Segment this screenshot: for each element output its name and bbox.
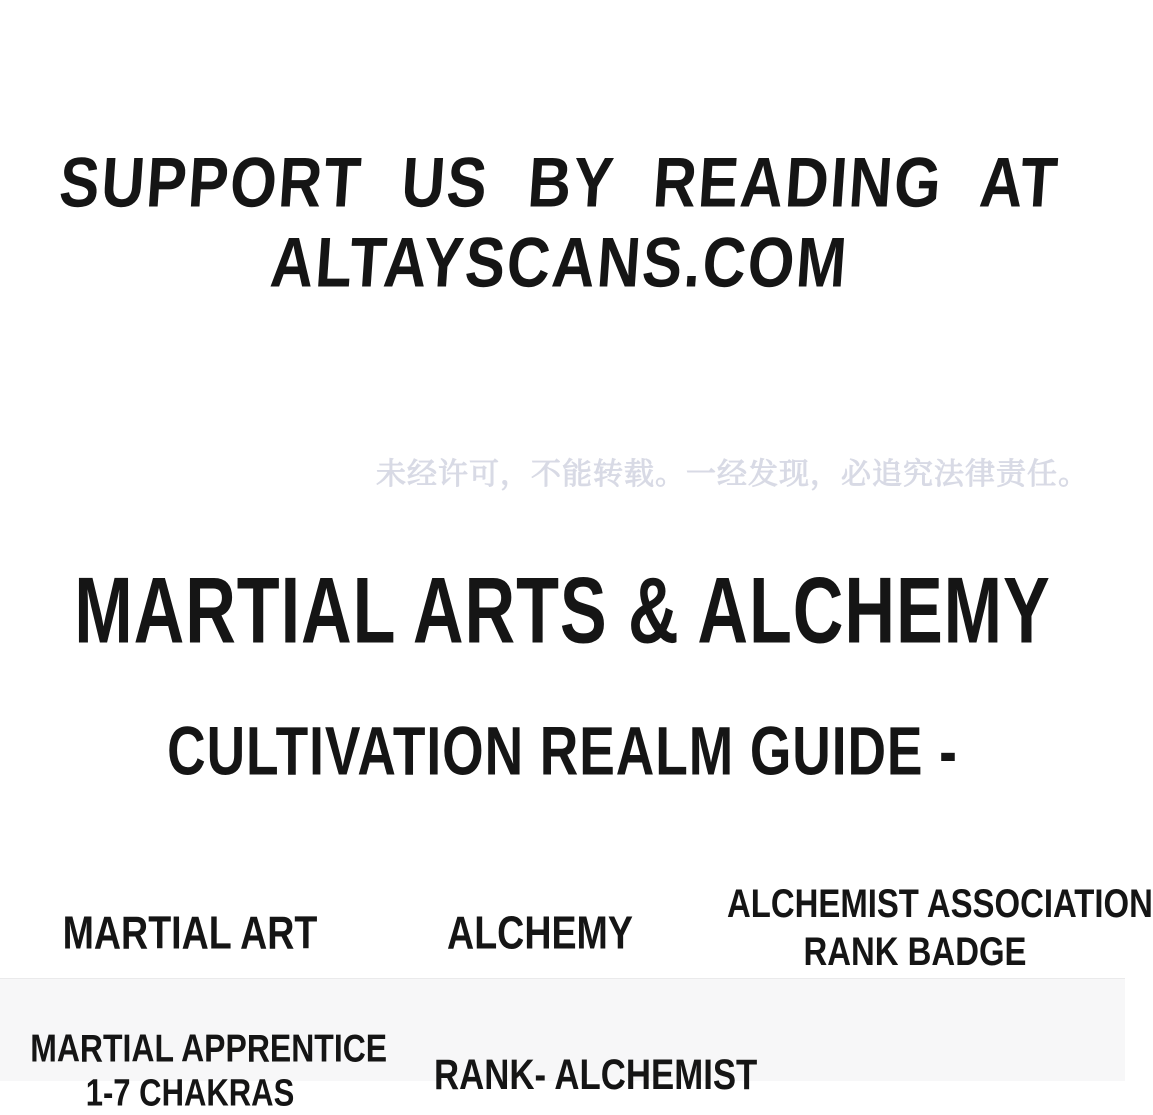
copyright-watermark: 未经许可，不能转载。一经发现，必追究法律责任。 — [376, 458, 1089, 491]
column-header-rank-badge-line2: RANK BADGE — [803, 929, 1027, 975]
realm-detail: 1-7 CHAKRAS — [85, 1071, 295, 1114]
column-header-rank-badge-line1: ALCHEMIST ASSOCIATION — [727, 881, 1153, 926]
support-banner — [0, 138, 1125, 302]
page-title: MARTIAL ARTS & ALCHEMY — [74, 557, 1051, 663]
column-header-alchemy: ALCHEMY — [447, 908, 633, 959]
page-subtitle: CULTIVATION REALM GUIDE - — [167, 713, 958, 790]
column-header-martial-art: MARTIAL ART — [62, 908, 318, 959]
alchemy-rank: RANK- ALCHEMIST — [434, 1051, 758, 1099]
support-banner-text: SUPPORT US BY READING AT — [56, 143, 1062, 222]
support-banner-site: ALTAYSCANS.COM — [267, 223, 851, 302]
realm-name: MARTIAL APPRENTICE — [30, 1027, 388, 1071]
realm-row-panel — [0, 978, 1125, 1114]
column-header-rank-badge — [727, 880, 1153, 977]
